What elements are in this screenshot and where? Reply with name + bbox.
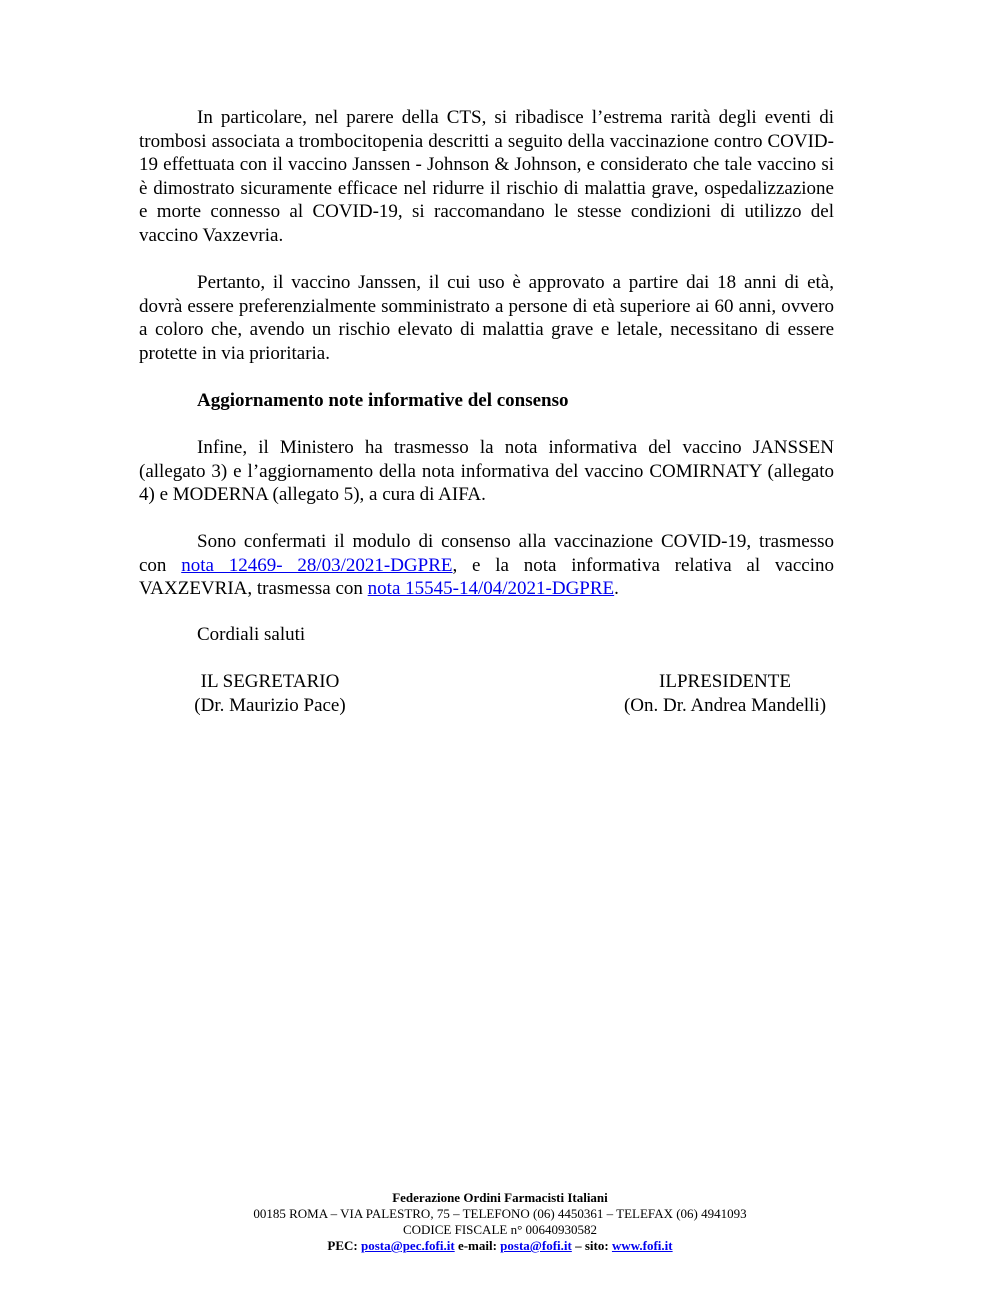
letterhead-footer	[100, 1190, 900, 1254]
pec-label: PEC:	[327, 1238, 358, 1253]
website-link[interactable]: www.fofi.it	[611, 1238, 673, 1253]
closing-greeting: Cordiali saluti	[197, 624, 306, 645]
footer-organization: Federazione Ordini Farmacisti Italiani	[392, 1190, 608, 1205]
signature-president	[595, 670, 855, 717]
signature-name: (Dr. Maurizio Pace)	[194, 694, 346, 716]
paragraph-text: In particolare, nel parere della CTS, si ribadisce l’estrema rarità degli eventi di trombosi associata a trombocitopenia descritti a seguito della vaccinazione contro COVID-19 effettuata con il vaccino Janssen - Johnson & Johnson, e considerato che tale vaccino si è dimostrato sicuramente efficace nel ridurre il rischio di malattia grave, ospedalizzazione e morte connesso al COVID-19, si raccomandano le stesse condizioni di utilizzo del vaccino Vaxzevria.	[139, 107, 834, 246]
paragraph-consent-form	[139, 530, 834, 601]
signature-name: (On. Dr. Andrea Mandelli)	[623, 694, 827, 716]
paragraph-text: Pertanto, il vaccino Janssen, il cui uso è approvato a partire dai 18 anni di età, dovrà essere preferenzialmente somministrato a persone di età superiore ai 60 anni, ovvero a coloro che, avendo un rischio elevato di malattia grave e letale, necessitano di essere protette in via prioritaria.	[139, 272, 834, 364]
site-label: – sito:	[575, 1238, 609, 1253]
paragraph-text: Infine, il Ministero ha trasmesso la nota informativa del vaccino JANSSEN (allegato 3) e l’aggiornamento della nota informativa del vaccino COMIRNATY (allegato 4) e MODERNA (allegato 5), a cura di AIFA.	[139, 437, 834, 506]
paragraph-cts-opinion	[139, 106, 834, 248]
section-heading: Aggiornamento note informative del consenso	[197, 390, 569, 411]
nota-15545-link[interactable]: nota 15545-14/04/2021-DGPRE	[367, 578, 615, 600]
paragraph-informative-notes	[139, 436, 834, 507]
paragraph-text	[139, 530, 834, 601]
signature-secretary	[150, 670, 390, 717]
signature-title: IL SEGRETARIO	[200, 671, 340, 692]
footer-contacts	[100, 1238, 900, 1254]
email-link[interactable]: posta@fofi.it	[500, 1238, 572, 1253]
paragraph-janssen-usage	[139, 271, 834, 365]
email-label: e-mail:	[457, 1238, 497, 1253]
text-segment: , e la nota informativa relativa al vaccino VAXZEVRIA, trasmessa con	[139, 554, 834, 600]
text-segment: .	[614, 578, 619, 600]
text-segment: Sono confermati il modulo di consenso alla vaccinazione COVID-19, trasmesso con	[139, 531, 834, 576]
footer-fiscal-code: CODICE FISCALE n° 00640930582	[402, 1222, 598, 1237]
nota-12469-link[interactable]: nota 12469- 28/03/2021-DGPRE	[181, 554, 453, 576]
footer-address: 00185 ROMA – VIA PALESTRO, 75 – TELEFONO (06) 4450361 – TELEFAX (06) 4941093	[253, 1206, 747, 1221]
signature-title: ILPRESIDENTE	[659, 671, 791, 692]
pec-email-link[interactable]: posta@pec.fofi.it	[360, 1238, 455, 1253]
